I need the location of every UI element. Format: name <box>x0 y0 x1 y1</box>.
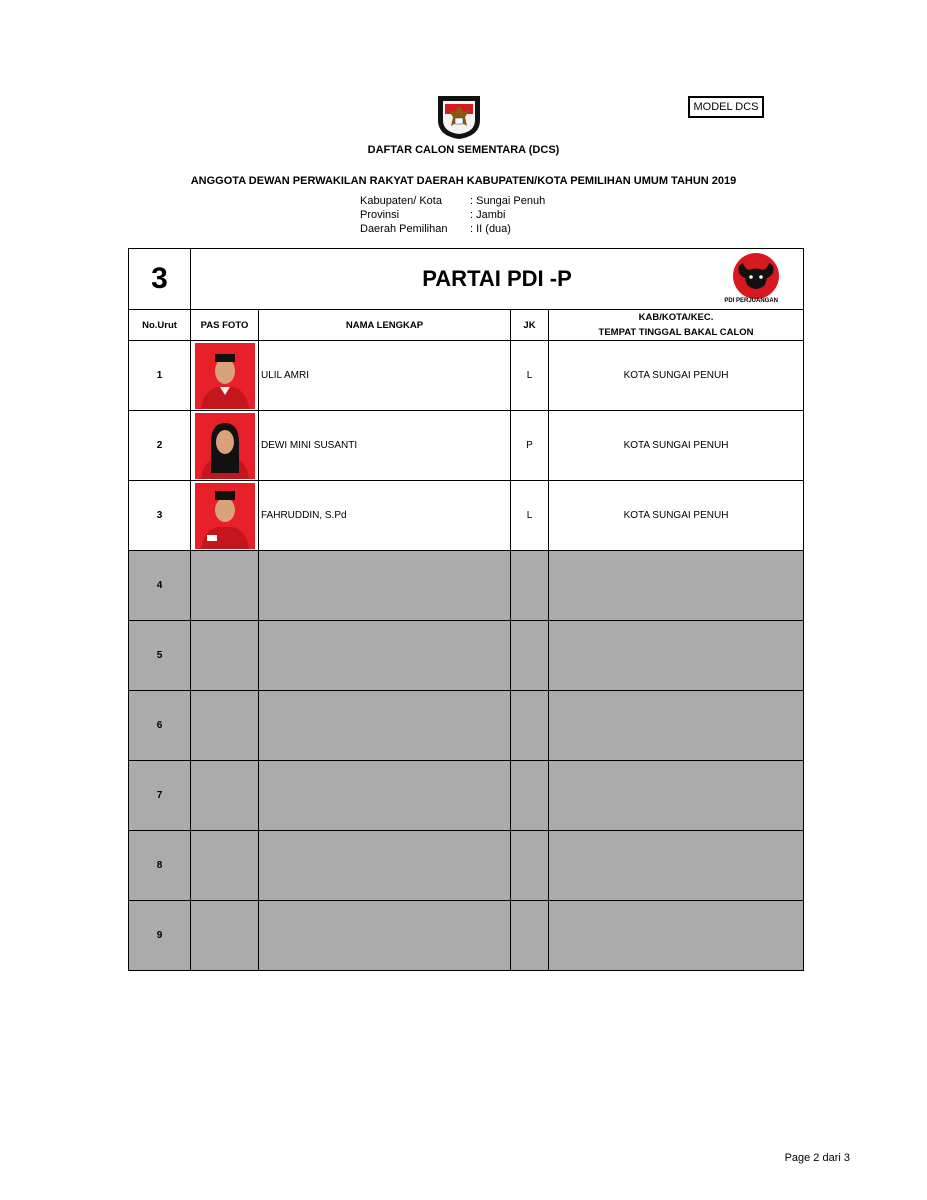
column-header-location-line2: TEMPAT TINGGAL BAKAL CALON <box>598 327 754 338</box>
table-row-empty <box>129 621 804 691</box>
column-header-name: NAMA LENGKAP <box>259 310 511 341</box>
candidate-gender <box>511 761 549 831</box>
column-header-no: No.Urut <box>129 310 191 341</box>
table-row <box>129 411 804 481</box>
table-row <box>129 481 804 551</box>
column-header-location-line1: KAB/KOTA/KEC. <box>638 312 714 323</box>
party-name: PARTAI PDI -P <box>422 266 572 291</box>
column-header-jk: JK <box>511 310 549 341</box>
photo-cell <box>191 411 259 481</box>
table-header-row <box>129 310 804 341</box>
row-number: 5 <box>129 621 191 691</box>
table-row-empty <box>129 901 804 971</box>
candidate-location: KOTA SUNGAI PENUH <box>549 481 804 551</box>
photo-cell <box>191 341 259 411</box>
table-row-empty <box>129 551 804 621</box>
candidate-photo <box>195 343 255 409</box>
candidate-name: DEWI MINI SUSANTI <box>259 411 511 481</box>
candidate-gender <box>511 901 549 971</box>
candidate-gender: P <box>511 411 549 481</box>
candidate-gender: L <box>511 481 549 551</box>
photo-cell <box>191 761 259 831</box>
candidate-gender <box>511 691 549 761</box>
candidate-location <box>549 691 804 761</box>
candidate-table <box>128 248 804 971</box>
candidate-name <box>259 551 511 621</box>
document-title: DAFTAR CALON SEMENTARA (DCS) <box>367 144 560 156</box>
region-label: Kabupaten/ Kota <box>360 195 442 207</box>
candidate-gender <box>511 831 549 901</box>
row-number: 4 <box>129 551 191 621</box>
region-row-province <box>360 208 545 222</box>
photo-cell <box>191 551 259 621</box>
region-label: Provinsi <box>360 209 400 221</box>
photo-cell <box>191 901 259 971</box>
candidate-location <box>549 761 804 831</box>
candidate-name <box>259 901 511 971</box>
row-number: 2 <box>129 411 191 481</box>
photo-cell <box>191 621 259 691</box>
table-row-empty <box>129 761 804 831</box>
candidate-table-wrapper <box>128 248 803 970</box>
candidate-name <box>259 761 511 831</box>
candidate-location <box>549 621 804 691</box>
candidate-gender <box>511 551 549 621</box>
candidate-location <box>549 831 804 901</box>
candidate-name <box>259 691 511 761</box>
region-info <box>360 194 545 236</box>
candidate-gender: L <box>511 341 549 411</box>
candidate-photo <box>195 413 255 479</box>
party-number: 3 <box>129 249 191 310</box>
row-number: 1 <box>129 341 191 411</box>
region-label: Daerah Pemilihan <box>360 223 448 235</box>
candidate-location: KOTA SUNGAI PENUH <box>549 341 804 411</box>
page-number: Page 2 dari 3 <box>784 1152 850 1164</box>
party-name-cell <box>191 249 804 310</box>
row-number: 3 <box>129 481 191 551</box>
row-number: 9 <box>129 901 191 971</box>
row-number: 7 <box>129 761 191 831</box>
photo-cell <box>191 481 259 551</box>
column-header-photo: PAS FOTO <box>191 310 259 341</box>
region-value: : Jambi <box>470 209 506 221</box>
column-header-location <box>549 310 804 341</box>
table-row-empty <box>129 691 804 761</box>
model-label: MODEL DCS <box>688 96 764 118</box>
table-row <box>129 341 804 411</box>
candidate-location <box>549 551 804 621</box>
candidate-name: FAHRUDDIN, S.Pd <box>259 481 511 551</box>
candidate-name <box>259 621 511 691</box>
table-row-empty <box>129 831 804 901</box>
party-row <box>129 249 804 310</box>
row-number: 8 <box>129 831 191 901</box>
region-row-district <box>360 222 545 236</box>
region-value: : Sungai Penuh <box>470 195 546 207</box>
candidate-photo <box>195 483 255 549</box>
party-logo-caption: PDI PERJUANGAN <box>724 298 779 304</box>
document-subtitle: ANGGOTA DEWAN PERWAKILAN RAKYAT DAERAH KABUPATEN/KOTA PEMILIHAN UMUM TAHUN 2019 <box>190 175 737 187</box>
row-number: 6 <box>129 691 191 761</box>
kpu-logo <box>434 90 484 140</box>
region-value: : II (dua) <box>470 223 511 235</box>
photo-cell <box>191 831 259 901</box>
candidate-gender <box>511 621 549 691</box>
region-row-city <box>360 194 545 208</box>
candidate-location <box>549 901 804 971</box>
candidate-location: KOTA SUNGAI PENUH <box>549 411 804 481</box>
candidate-name: ULIL AMRI <box>259 341 511 411</box>
photo-cell <box>191 691 259 761</box>
candidate-name <box>259 831 511 901</box>
